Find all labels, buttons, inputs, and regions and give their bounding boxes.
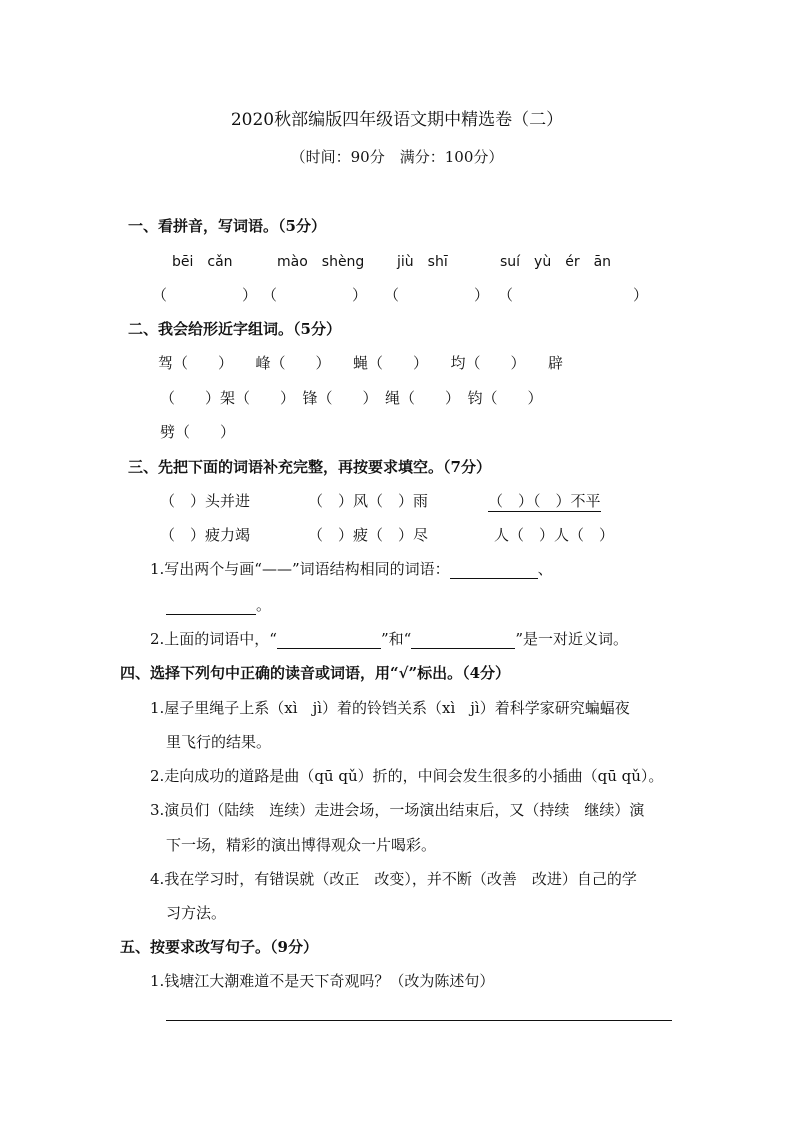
section-2-heading: 二、我会给形近字组词。（5分） — [128, 320, 341, 338]
word-group-row-1: 驾（ ） 峰（ ） 蝇（ ） 均（ ） 辟 — [158, 354, 564, 372]
question-3-2 — [150, 628, 628, 649]
answer-line-3-2a[interactable] — [277, 630, 381, 649]
idiom-3-text: （ ）（ ）不平 — [488, 492, 601, 510]
question-4-3: 3.演员们（陆续 连续）走进会场，一场演出结束后，又（持续 继续）演 — [150, 801, 645, 819]
answer-blank-3[interactable]: （ ） — [384, 286, 490, 304]
answer-blank-4[interactable]: （ ） — [498, 286, 649, 304]
question-4-4-cont: 习方法。 — [166, 904, 227, 922]
exam-info: （时间：90分 满分：100分） — [290, 148, 504, 166]
pinyin-1: bēi cǎn — [172, 254, 233, 270]
question-4-2: 2.走向成功的道路是曲（qū qǔ）折的，中间会发生很多的小插曲（qū qǔ）。 — [150, 767, 664, 785]
answer-line-5-1[interactable] — [166, 1020, 672, 1021]
word-group-row-3: 劈（ ） — [160, 423, 236, 441]
question-4-1: 1.屋子里绳子上系（xì jì）着的铃铛关系（xì jì）着科学家研究蝙蝠夜 — [150, 699, 630, 717]
question-3-1-cont — [166, 594, 271, 615]
pinyin-2: mào shèng — [277, 254, 365, 270]
page-title: 2020秋部编版四年级语文期中精选卷（二） — [230, 110, 564, 130]
section-5-heading: 五、按要求改写句子。（9分） — [120, 938, 318, 956]
section-3-heading: 三、先把下面的词语补充完整，再按要求填空。（7分） — [128, 458, 491, 476]
question-4-1-cont: 里飞行的结果。 — [166, 733, 272, 751]
idiom-6: 人（ ）人（ ） — [494, 526, 615, 544]
word-group-row-2: （ ）架（ ） 锋（ ） 绳（ ） 钧（ ） — [160, 389, 543, 407]
question-3-1-sep: 、 — [537, 560, 553, 578]
pinyin-3: jiù shī — [397, 254, 448, 270]
question-3-1-text: 1.写出两个与画“——”词语结构相同的词语： — [150, 560, 450, 578]
question-3-1-end: 。 — [256, 596, 272, 614]
idiom-2: （ ）风（ ）雨 — [308, 492, 429, 510]
answer-line-3-1a[interactable] — [450, 560, 538, 579]
question-5-1: 1.钱塘江大潮难道不是天下奇观吗？（改为陈述句） — [150, 972, 495, 990]
answer-line-3-1b[interactable] — [166, 596, 256, 615]
section-4-heading: 四、选择下列句中正确的读音或词语，用“√”标出。（4分） — [120, 664, 511, 682]
idiom-3-underlined — [488, 490, 601, 512]
idiom-4: （ ）疲力竭 — [160, 526, 251, 544]
question-3-1 — [150, 558, 553, 579]
question-3-2-mid: ”和“ — [380, 630, 412, 648]
pinyin-4: suí yù ér ān — [500, 254, 612, 270]
section-1-heading: 一、看拼音，写词语。（5分） — [128, 217, 326, 235]
idiom-5: （ ）疲（ ）尽 — [308, 526, 429, 544]
question-4-4: 4.我在学习时，有错误就（改正 改变），并不断（改善 改进）自己的学 — [150, 870, 637, 888]
answer-line-3-2b[interactable] — [411, 630, 515, 649]
answer-blank-2[interactable]: （ ） — [262, 286, 368, 304]
answer-blank-1[interactable]: （ ） — [152, 286, 258, 304]
question-4-3-cont: 下一场，精彩的演出博得观众一片喝彩。 — [166, 836, 437, 854]
question-3-2-end: ”是一对近义词。 — [515, 630, 628, 648]
idiom-1: （ ）头并进 — [160, 492, 251, 510]
question-3-2-text: 2.上面的词语中，“ — [150, 630, 277, 648]
